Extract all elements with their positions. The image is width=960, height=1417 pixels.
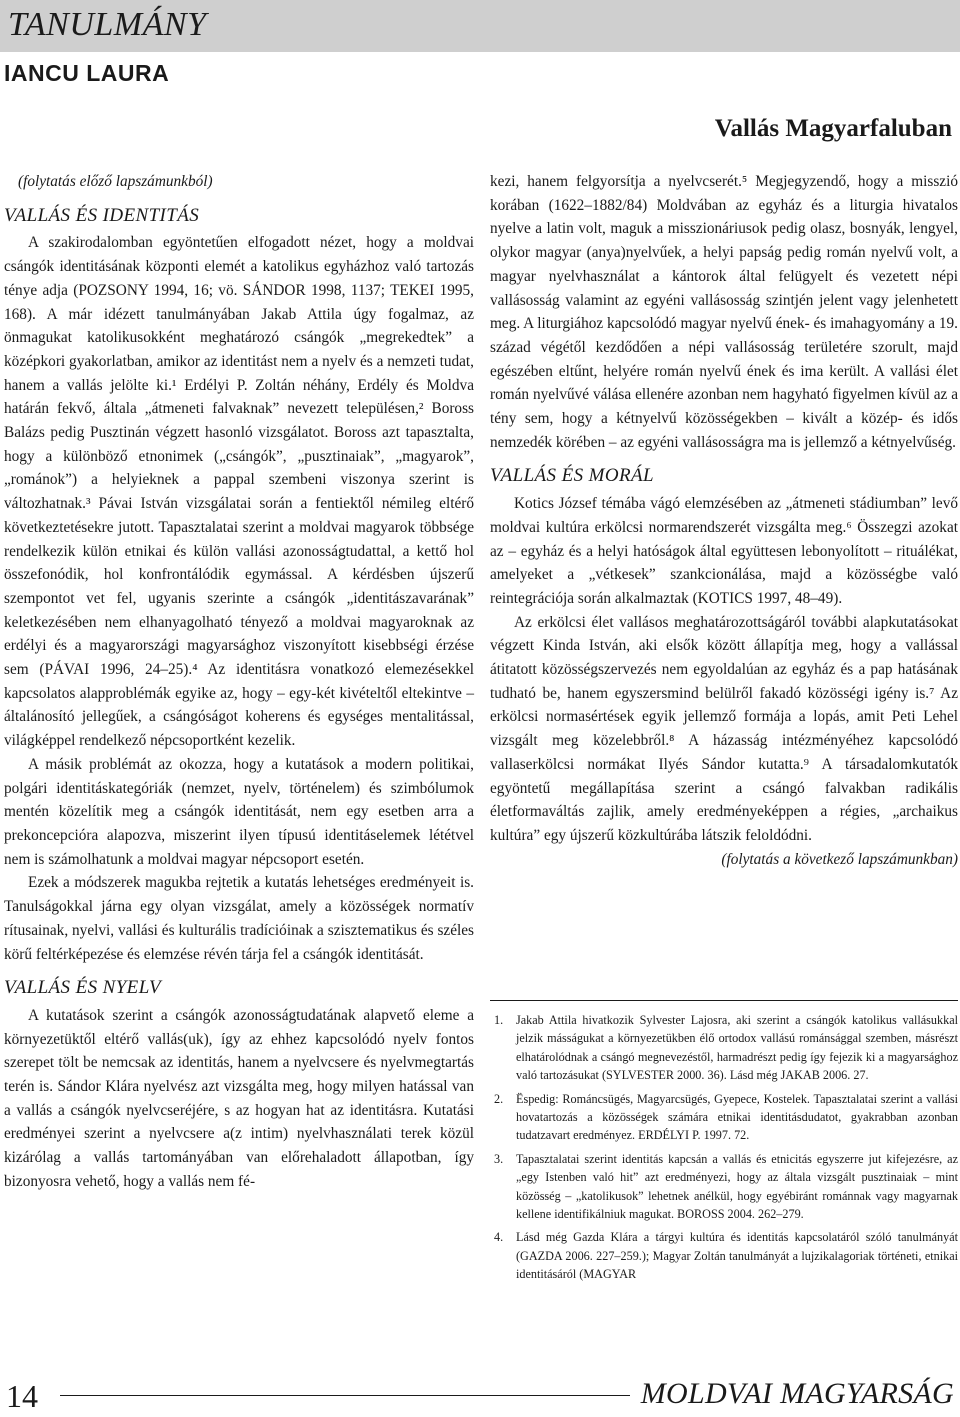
article-title: Vallás Magyarfaluban bbox=[714, 115, 952, 142]
left-column bbox=[4, 170, 474, 1194]
continued-note: (folytatás előző lapszámunkból) bbox=[18, 173, 213, 190]
footnote-number: 3. bbox=[494, 1151, 504, 1166]
footnotes bbox=[490, 1000, 958, 1289]
footnote-number: 1. bbox=[494, 1013, 504, 1027]
paragraph: Az erkölcsi élet vallásos meghatározottságáról további alapkutatásokat végzett Kinda István, aki elsők között állapítja meg, hogy a vallással átitatott közösségszervezés nem egyoldalúan az egyház és a pap hatásának tudható be, hanem egyszersmind belülről fakadó közösségi igény is.⁷ Az erkölcsi normasértések egyik jellemző formája a lopás, amit Peti Lehel vizsgált meg közelebbről.⁸ A házasság intézményéhez kapcsolódó vallaserkölcsi normákat Ilyés Sándor kutatta.⁹ A társadalomkutatók egyöntetű megállapítása szerint a csángó falvakban radikális életformaváltás zajlik, amely eredményeképpen a régies, „archaikus kultúra” egy újszerű közkultúrába látszik feloldódni. bbox=[490, 613, 958, 844]
author-name: IANCU LAURA bbox=[4, 60, 170, 86]
footnote-text: Jakab Attila hivatkozik Sylvester Lajosra, aki szerint a csángók katolikus vallásukkal jelzik másságukat a környezetükben élő ortodox vallású románsággal szemben, másrészt elhatárolódnak a csángó megnevezéstől, harmadrészt pedig így fejezik ki a magyarsághoz való tartozásukat (SYLVESTER 2000. 36). Lásd még JAKAB 2006. 27. bbox=[516, 1013, 958, 1083]
footnote-number: 2. bbox=[494, 1091, 504, 1106]
heading-religion-moral: VALLÁS ÉS MORÁL bbox=[490, 465, 654, 487]
section-title: TANULMÁNY bbox=[8, 6, 207, 43]
heading-religion-identity: VALLÁS ÉS IDENTITÁS bbox=[4, 204, 200, 226]
journal-name: MOLDVAI MAGYARSÁG bbox=[640, 1377, 954, 1410]
footnote-text: Lásd még Gazda Klára a tárgyi kultúra és identitás kapcsolatáról szóló tanulmányát (GAZDA 2006. 227–259.); Magyar Zoltán tanulmányát a lujzikalagoriak történeti, etnikai identitásáról (MAGYAR bbox=[516, 1230, 958, 1282]
paragraph: kezi, hanem felgyorsítja a nyelvcserét.⁵ Megjegyzendő, hogy a misszió korában (1622–1882/84) Moldvában az egyház és a liturgia hivatalos nyelve a latin volt, maguk a misszionáriusok pedig olasz, bosnyák, lengyel, olykor magyar (anya)nyelvűek, a helyi papság pedig román nyelvű volt, a magyar nyelvhasználat a kántorok által felügyelt és vezetett népi vallásosság valamint az egyéni vallásosság szintjén jelent vagy jelenhetett meg. A liturgiához kapcsolódó magyar nyelvű ének- és imahagyomány a 19. század végétől kezdődően a népi vallásosság területére szorult, majd egészében eltűnt, helyére román nyelvű ének és ima került. A vallási élet román nyelvűvé válása ellenére azonban nem hagyható figyelmen kívül az a tény sem, hogy a kétnyelvű közösségekben – kivált a közép- és idős nemzedék körében – az egyéni vallásosságra ma is jellemző a kétnyelvűség. bbox=[490, 173, 958, 451]
paragraph: A másik problémát az okozza, hogy a kutatások a modern politikai, polgári identitáskategóriák (nemzet, nyelv, történelem) és szimbólumok mentén közelítik meg a csángók identitását, nem egy esetben arra a prekoncepcióra alapozva, miszerint ilyen típusú identitáselemek lététvel nem is számolhatunk a moldvai magyar népcsoport esetén. bbox=[4, 755, 474, 868]
footnote-text: Tapasztalatai szerint identitás kapcsán a vallás és etnicitás egyszerre jut kifejezésre, az „egy Istenben való hit” azt eredményezi, hogy az általa vizsgált pusztinaiak – mint közösség – „katolikusok” lehetnek anélkül, hogy egyébiránt románnak vagy magyarnak kellene identifikálniuk magukat. BOROSS 2004. 262–279. bbox=[516, 1151, 958, 1222]
footnote-number: 4. bbox=[494, 1230, 504, 1245]
footnote bbox=[490, 1150, 958, 1224]
paragraph: Ezek a módszerek magukba rejtetik a kutatás lehetséges eredményeit is. Tanulságokkal járna egy olyan vizsgálat, amely a közösségek normatív rítusainak, nyelvi, vallási és kulturális tradícióinak a szisztematikus és széles körű feltérképezése és elemzése révén tárja fel a csángók identitását. bbox=[4, 874, 474, 963]
footnote bbox=[490, 1090, 958, 1145]
page-number: 14 bbox=[6, 1378, 38, 1414]
footnote bbox=[490, 1228, 958, 1283]
paragraph: A szakirodalomban egyöntetűen elfogadott nézet, hogy a moldvai csángók identitásának központi elemét a katolikus egyházhoz való tartozás ténye adja (POZSONY 1994, 16; vö. SÁNDOR 1998, 1137; TEKEI 1995, 168). A már idézett tanulmányában Jakab Attila úgy fogalmaz, az önmagukat katolikusokként meghatározó csángók „megrekedtek” a középkori gyakorlatban, amikor az identitást nem a nyelv és a nemzeti tudat, hanem a vallás jelölte ki.¹ Erdélyi P. Zoltán néhány, Erdély és Moldva határán fekvő, általa „átmeneti falvaknak” nevezett településen,² Boross Balázs pedig Pusztinán végzett hasonló vizsgálatot. Boross azt tapasztalta, hogy a különböző etnonimek („csángók”, „pusztinaiak”, „magyarok”, „románok”) a helyieknek a pappal szembeni viszonya szerint is változhatnak.³ Pávai István vizsgálatai során a fentiektől némileg eltérő következtetésekre jutott. Tapasztalatai szerint a moldvai magyarok többsége rendelkezik külön etnikai és külön vallási azonosságtudattal, a kettő hol összefonódik, hol konfrontálódik egymással. A kérdésben újszerű szempontot vet fel, ugyanis szerinte a csángók „identitászavarának” keletkezésében nem elhanyagolható tényező a moldvai magyaroknak az erdélyi és a magyarországi magyarsághoz viszonyított kisebbségi érzése sem (PÁVAI 1996, 24–25).⁴ Az identitásra vonatkozó elemezésekkel kapcsolatos alapproblémák egyike az, hogy – egy-két kivételtől eltekintve – általánosító jellegűek, a csángóságot koherens és egységes mentalitással, világképpel rendelkező népcsoportként kezelik. bbox=[4, 234, 474, 750]
footnote bbox=[490, 1011, 958, 1085]
footer-divider bbox=[60, 1395, 630, 1396]
right-column bbox=[490, 170, 958, 871]
footnote-text: Ëspedig: Románcsügés, Magyarcsügés, Gyepece, Kostelek. Tapasztalatai szerint a vallási hovatartozás a közösségek számára etnikai identitásdudatot, gyakrabban azonban tudatzavart eredményez. ERDÉLYI P. 1997. 72. bbox=[516, 1091, 958, 1143]
heading-religion-language: VALLÁS ÉS NYELV bbox=[4, 977, 161, 999]
paragraph: A kutatások szerint a csángók azonosságtudatának alapvető eleme a környezetüktől eltérő vallás(uk), így az ehhez kapcsolódó nyelv fontos szerepet tölt be nemcsak az identitás, hanem a nyelvcsere és nyelvmegtartás terén is. Sándor Klára nyelvész azt vizsgálta meg, hogy milyen hatással van a vallás a csángók nyelvcseréjére, s az hogyan hat az identitásra. Kutatási eredményei szerint a nyelvcsere a(z intim) nyelvhasználati terek közül kizárólag a vallás tartományában van előrehaladott állapotban, így bizonyosra vehető, hogy a vallás nem fé- bbox=[4, 1006, 474, 1190]
continued-next-note: (folytatás a következő lapszámunkban) bbox=[721, 850, 958, 868]
paragraph: Kotics József témába vágó elemzésében az „átmeneti stádiumban” levő moldvai kultúra erkölcsi normarendszerét vizsgálta meg.⁶ Összegzi azokat az – egyház és a helyi hatóságok által együttesen lebonyolított – rituálékat, amelyeket a „vétkesek” szankcionálása, majd a közösségbe való reintegrációja során alkalmaztak (KOTICS 1997, 48–49). bbox=[490, 495, 958, 607]
